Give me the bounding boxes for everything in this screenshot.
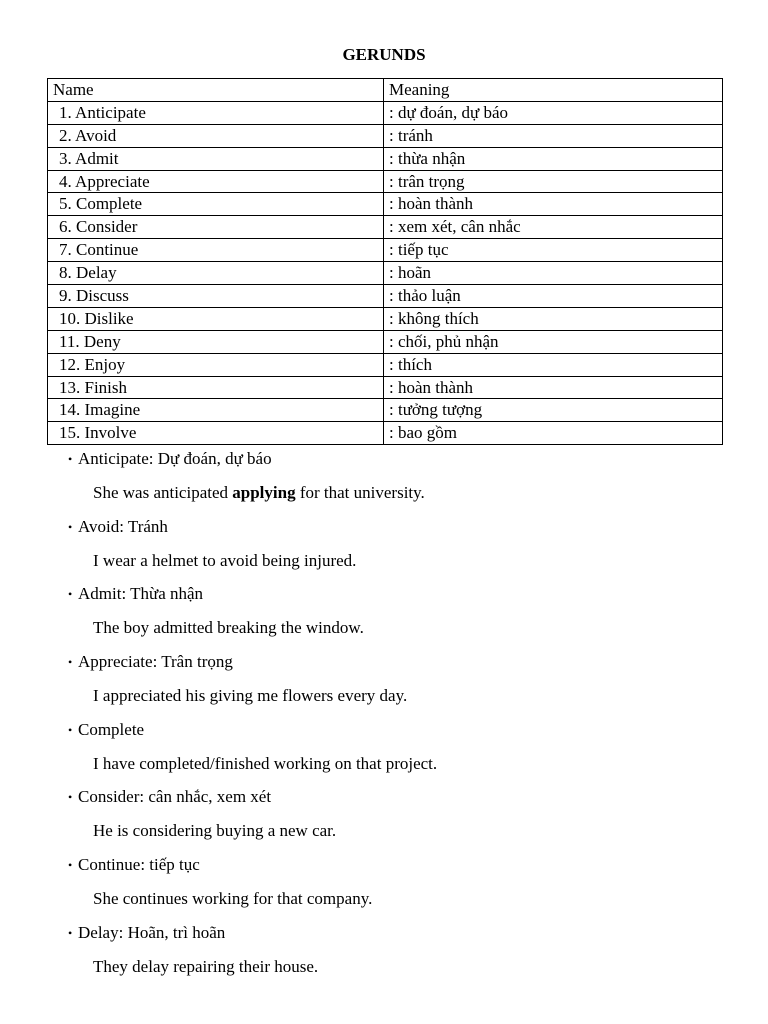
bullet-icon: • [68,519,73,534]
verb-name-cell: 11. Deny [48,330,384,353]
table-row [48,330,723,353]
example-sentence [93,550,356,572]
example-list [0,446,768,988]
table-row [48,124,723,147]
example-sentence-text: The boy admitted breaking the window. [93,618,364,638]
table-row [48,262,723,285]
verb-name-cell: 13. Finish [48,376,384,399]
example-term-line [68,516,168,538]
table-row [48,147,723,170]
table-row [48,170,723,193]
verb-name-cell: 9. Discuss [48,285,384,308]
column-header-meaning: Meaning [384,79,723,102]
example-entry [0,717,768,785]
example-entry [0,514,768,582]
example-sentence [93,820,336,842]
table-row [48,216,723,239]
example-term-line [68,719,144,741]
example-term-line [68,922,225,944]
bullet-icon: • [68,655,73,670]
verb-name-cell: 15. Involve [48,422,384,445]
example-entry [0,852,768,920]
verb-meaning-cell: : không thích [384,307,723,330]
bullet-icon: • [68,925,73,940]
example-term: Continue: tiếp tục [78,855,200,875]
example-sentence [93,617,364,639]
example-sentence [93,482,425,504]
example-sentence [93,956,318,978]
verb-meaning-cell: : tiếp tục [384,239,723,262]
example-entry [0,920,768,988]
example-sentence-text: I have completed/finished working on that project. [93,753,438,773]
example-term: Delay: Hoãn, trì hoãn [78,922,226,942]
verb-meaning-cell: : hoàn thành [384,376,723,399]
table-header-row [48,79,723,102]
verb-meaning-cell: : thừa nhận [384,147,723,170]
example-term: Avoid: Tránh [78,516,168,536]
bullet-icon: • [68,587,73,602]
verb-name-cell: 6. Consider [48,216,384,239]
example-sentence [93,685,407,707]
verb-name-cell: 7. Continue [48,239,384,262]
verb-meaning-cell: : thảo luận [384,285,723,308]
table-row [48,353,723,376]
example-term: Admit: Thừa nhận [78,584,204,604]
example-term-line [68,786,271,808]
example-term-line [68,583,203,605]
table-row [48,422,723,445]
table-row [48,285,723,308]
verb-meaning-cell: : tưởng tượng [384,399,723,422]
bullet-icon: • [68,722,73,737]
example-sentence [93,753,437,775]
table-row [48,376,723,399]
example-sentence-text: She continues working for that company. [93,889,373,909]
verb-name-cell: 4. Appreciate [48,170,384,193]
verb-meaning-cell: : thích [384,353,723,376]
column-header-name: Name [48,79,384,102]
bullet-icon: • [68,790,73,805]
gerunds-table [47,78,723,445]
verb-meaning-cell: : hoàn thành [384,193,723,216]
verb-meaning-cell: : hoãn [384,262,723,285]
emphasized-gerund: applying [232,483,296,502]
example-entry [0,446,768,514]
table-row [48,101,723,124]
example-sentence-text: He is considering buying a new car. [93,821,337,841]
table-row [48,239,723,262]
example-entry [0,581,768,649]
example-sentence-text: I wear a helmet to avoid being injured. [93,550,357,570]
document-title: GERUNDS [342,45,426,64]
example-term: Complete [78,719,145,739]
verb-name-cell: 5. Complete [48,193,384,216]
verb-meaning-cell: : chối, phủ nhận [384,330,723,353]
example-entry [0,784,768,852]
verb-name-cell: 3. Admit [48,147,384,170]
table-row [48,399,723,422]
example-term: Anticipate: Dự đoán, dự báo [78,449,272,468]
verb-name-cell: 1. Anticipate [48,101,384,124]
verb-name-cell: 12. Enjoy [48,353,384,376]
verb-meaning-cell: : bao gồm [384,422,723,445]
example-term-line [68,448,272,470]
example-sentence-text-end: for that university. [295,483,425,502]
verb-meaning-cell: : trân trọng [384,170,723,193]
verb-name-cell: 2. Avoid [48,124,384,147]
verb-meaning-cell: : tránh [384,124,723,147]
verb-meaning-cell: : dự đoán, dự báo [384,101,723,124]
verb-meaning-cell: : xem xét, cân nhắc [384,216,723,239]
table-row [48,193,723,216]
verb-name-cell: 14. Imagine [48,399,384,422]
table-body [48,101,723,444]
verb-name-cell: 8. Delay [48,262,384,285]
example-term-line [68,854,200,876]
example-term: Appreciate: Trân trọng [78,652,233,672]
example-sentence-text: I appreciated his giving me flowers every day. [93,686,408,706]
example-sentence-text: They delay repairing their house. [93,956,319,976]
bullet-icon: • [68,858,73,873]
example-sentence-text: She was anticipated [93,483,233,502]
example-sentence [93,888,372,910]
bullet-icon: • [68,452,73,466]
table-row [48,307,723,330]
example-term-line [68,651,233,673]
verb-name-cell: 10. Dislike [48,307,384,330]
example-term: Consider: cân nhắc, xem xét [78,787,272,807]
example-entry [0,649,768,717]
